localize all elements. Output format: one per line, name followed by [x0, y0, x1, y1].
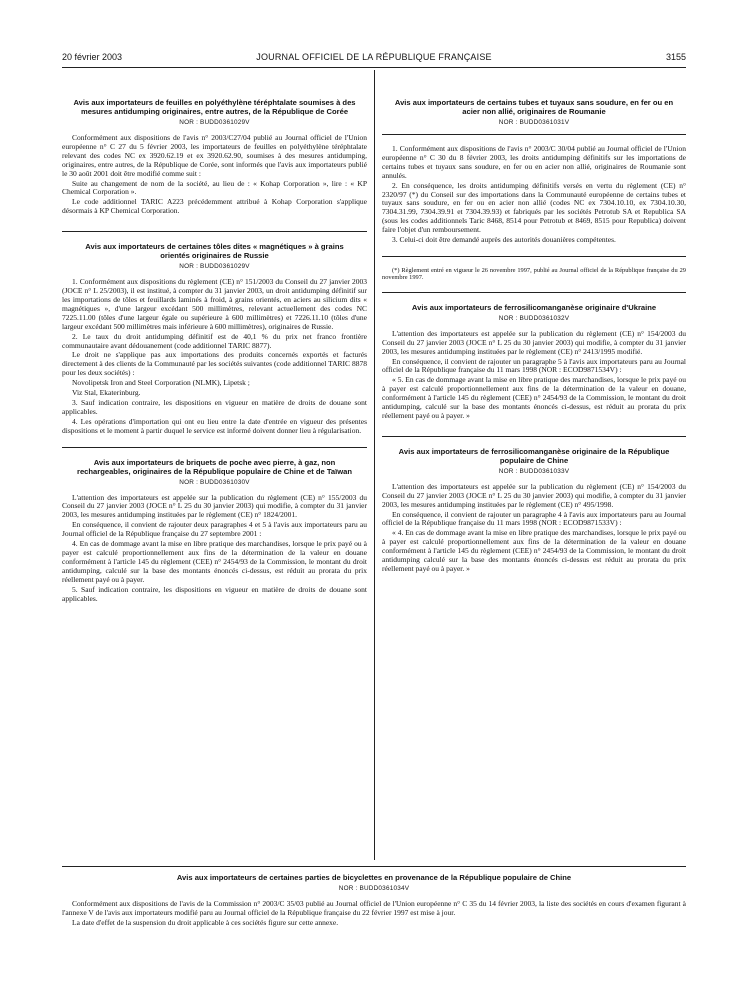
notice-magnetic-sheets-russia [62, 242, 367, 435]
notice-bicycle-parts-china [62, 862, 686, 929]
paragraph: 3. Sauf indication contraire, les dispositions en vigueur en matière de droits de douane sont applicables. [62, 397, 367, 416]
notice-title: Avis aux importateurs de briquets de poche avec pierre, à gaz, non rechargeables, originaires de la République populaire de Chine et de Taïwan [77, 457, 352, 476]
notice-title: Avis aux importateurs de ferrosilicomanganèse originaire de la République populaire de Chine [398, 446, 670, 465]
paragraph: 3. Celui-ci doit être demandé auprès des autorités douanières compétentes. [392, 235, 616, 245]
journal-title: JOURNAL OFFICIEL DE LA RÉPUBLIQUE FRANÇAISE [256, 52, 492, 62]
notice-tubes-romania [382, 98, 686, 282]
section-separator [382, 292, 686, 293]
paragraph: La date d'effet de la suspension du droit applicable à ces sociétés figure sur cette annexe. [72, 917, 339, 927]
nor-reference: NOR : BUDD0361033V [498, 467, 570, 475]
section-separator [382, 134, 686, 135]
paragraph: 4. Les opérations d'importation qui ont eu lieu entre la date d'entrée en vigueur des présentes dispositions et le moment à partir duquel le service est informé doivent donner lieu à régularisation. [62, 416, 367, 435]
notice-title: Avis aux importateurs de ferrosilicomanganèse originaire d'Ukraine [411, 302, 657, 312]
page-number: 3155 [665, 52, 686, 62]
nor-reference: NOR : BUDD0361032V [498, 314, 570, 322]
paragraph: 4. En cas de dommage avant la mise en libre pratique des marchandises, lorsque le prix payé ou à payer est calculé proportionnellement aux fins de la détermination de la valeur en douane conformément à l'article 145 du règlement (CEE) n° 2454/93 de la Commission, le montant du droit antidumping, calculé sur la base des montants énoncés ci-dessus, est réduit au prorata du prix réellement payé ou à payer. [62, 539, 367, 584]
left-column [62, 70, 367, 604]
footnote-separator [382, 256, 686, 257]
paragraph: Suite au changement de nom de la société, au lieu de : « Kohap Corporation », lire : « KP Chemical Corporation ». [62, 178, 367, 197]
paragraph: « 4. En cas de dommage avant la mise en libre pratique des marchandises, lorsque le prix payé ou à payer est calculé proportionnellement aux fins de la détermination de la valeur en douane conformément à l'article 145 du règlement (CEE) n° 2454/93 de la Commission, le montant du droit antidumping calculé sur la base des montants énoncés ci-dessus est réduit au prorata du prix réellement payé ou à payer. » [382, 528, 686, 573]
paragraph: 1. Conformément aux dispositions du règlement (CE) n° 151/2003 du Conseil du 27 janvier 2003 (JOCE n° L 25/2003), il est institué, à compter du 31 janvier 2003, un droit antidumping définitif sur les importations de tôles et feuillards laminés à froid, à grains orientés, en aciers au silicium dits « magnétiques », d'une largeur excédant 500 millimètres, relevant actuellement des codes NC 7225.11.00 (tôles d'une largeur égale ou supérieure à 600 millimètres) et 7226.11.10 (tôles d'une largeur excédant 500 millimètres mais inférieure à 600 millimètres), originaires de Russie. [62, 277, 367, 331]
right-column [382, 70, 686, 575]
notice-lighters-china-taiwan [62, 458, 367, 604]
paragraph: En conséquence, il convient de rajouter un paragraphe 5 à l'avis aux importateurs paru au Journal officiel de la République française du 11 mars 1998 (NOR : ECOD9871534V) : [382, 356, 686, 375]
paragraph: 2. En conséquence, les droits antidumping définitifs versés en vertu du règlement (CE) n° 2320/97 (*) du Conseil sur des importations dans la Communauté européenne de certains tubes et tuyaux sans soudure, en fer ou en acier non allié (codes NC ex 7304.10.10, ex 7304.10.30, 7304.31.99, 7304.39.91 et 7304.39.93) et fabriqués par les sociétés Petrotub SA et Republica SA (sous les codes additionnels Taric 8468, 8514 pour Petrotub et 8469, 8515 pour Republica) doivent faire l'objet d'un remboursement. [382, 180, 686, 235]
paragraph: Novolipetsk Iron and Steel Corporation (NLMK), Lipetsk ; [72, 378, 250, 388]
paragraph: Le droit ne s'applique pas aux importations des produits concernés exportés et facturés directement à des clients de la Communauté par les sociétés suivantes (code additionnel TARIC 8878 pour les deux sociétés) : [62, 350, 367, 378]
notice-ferrosilicomanganese-china [382, 447, 686, 574]
paragraph: 2. Le taux du droit antidumping définitif est de 40,1 % du prix net franco frontière communautaire avant dédouanement (code additionnel TARIC 8877). [62, 331, 367, 350]
paragraph: Conformément aux dispositions de l'avis n° 2003/C27/04 publié au Journal officiel de l'Union européenne n° C 27 du 5 février 2003, les importateurs de feuilles en polyéthylène téréphtalate relevant des codes NC ex 3920.62.19 et ex 3920.62.90, soumises à des mesures antidumping, originaires, entre autres, de la République de Corée, sont informés que l'avis aux importateurs publié le 30 août 2001 doit être modifié comme suit : [62, 133, 367, 178]
nor-reference: NOR : BUDD0361031V [498, 119, 570, 126]
page-header [62, 52, 686, 66]
section-separator [62, 231, 367, 232]
paragraph: En conséquence, il convient de rajouter un paragraphe 4 à l'avis aux importateurs paru au Journal officiel de la République française du 11 mars 1998 (NOR : ECOD9871533V) : [382, 509, 686, 528]
paragraph: Le code additionnel TARIC A223 précédemment attribué à Kohap Corporation s'applique désormais à KP Chemical Corporation. [62, 197, 367, 216]
nor-reference: NOR : BUDD0361030V [179, 478, 250, 486]
section-separator [382, 436, 686, 437]
paragraph: En conséquence, il convient de rajouter deux paragraphes 4 et 5 à l'avis aux importateurs paru au Journal officiel de la République française du 27 septembre 2001 : [62, 520, 367, 539]
header-rule [62, 67, 686, 68]
notice-title: Avis aux importateurs de certaines parties de bicyclettes en provenance de la République populaire de Chine [176, 873, 572, 882]
paragraph: L'attention des importateurs est appelée sur la publication du règlement (CE) n° 155/2003 du Conseil du 27 janvier 2003 (JOCE n° L 25 du 30 janvier 2003) qui modifie, à compter du 31 janvier 2003, les mesures antidumping instituées par le règlement (CE) n° 1824/2001. [62, 492, 367, 520]
section-separator [62, 447, 367, 448]
footnote: (*) Règlement entré en vigueur le 26 novembre 1997, publié au Journal officiel de la République française du 29 novembre 1997. [382, 266, 686, 282]
notice-title: Avis aux importateurs de certaines tôles dites « magnétiques » à grains orientés originaires de Russie [85, 242, 344, 261]
section-separator [62, 866, 686, 867]
header-date: 20 février 2003 [62, 52, 123, 62]
paragraph: Conformément aux dispositions de l'avis de la Commission n° 2003/C 35/03 publié au Journal officiel de l'Union européenne n° C 35 du 14 février 2003, la liste des sociétés en cours d'examen figurant à l'annexe V de l'avis aux importateurs modifié paru au Journal officiel de la République française du 22 février 1997 est mise à jour. [62, 899, 686, 917]
column-divider [374, 70, 375, 860]
notice-title: Avis aux importateurs de certains tubes et tuyaux sans soudure, en fer ou en acier non allié, originaires de Roumanie [394, 98, 674, 116]
paragraph: Viz Stal, Ekaterinburg. [72, 388, 141, 398]
paragraph: « 5. En cas de dommage avant la mise en libre pratique des marchandises, lorsque le prix payé ou à payer est calculé proportionnellement aux fins de la détermination de la valeur en douane, conformément à l'article 145 du règlement (CEE) n° 2454/93 de la Commission, le montant du droit antidumping, calculé sur la base des montants énoncés ci-dessus, est réduit au prorata du prix réellement payé ou à payer. » [382, 375, 686, 420]
nor-reference: NOR : BUDD0361034V [338, 885, 410, 892]
nor-reference: NOR : BUDD0361029V [179, 119, 250, 126]
nor-reference: NOR : BUDD0361029V [179, 263, 250, 271]
paragraph: L'attention des importateurs est appelée sur la publication du règlement (CE) n° 154/2003 du Conseil du 27 janvier 2003 (JOCE n° L 25 du 30 janvier 2003) qui modifie, à compter du 31 janvier 2003, les mesures antidumping instituées par le règlement (CE) n° 495/1998. [382, 481, 686, 509]
notice-pet-sheets-korea [62, 98, 367, 216]
paragraph: L'attention des importateurs est appelée sur la publication du règlement (CE) n° 154/2003 du Conseil du 27 janvier 2003 (JOCE n° L 25 du 30 janvier 2003) qui modifie, à compter du 31 janvier 2003, les mesures antidumping instituées par le règlement (CE) n° 2413/1995 modifié. [382, 328, 686, 356]
notice-ferrosilicomanganese-ukraine [382, 303, 686, 421]
paragraph: 5. Sauf indication contraire, les dispositions en vigueur en matière de droits de douane sont applicables. [62, 584, 367, 603]
notice-title: Avis aux importateurs de feuilles en polyéthylène téréphtalate soumises à des mesures antidumping originaires, entre autres, de la République de Corée [73, 98, 356, 116]
paragraph: 1. Conformément aux dispositions de l'avis n° 2003/C 30/04 publié au Journal officiel de l'Union européenne n° C 30 du 8 février 2003, les droits antidumping définitifs sur les importations de certains tubes et tuyaux sans soudure, en fer ou en acier non allié, originaires de Roumanie sont annulés. [382, 144, 686, 180]
